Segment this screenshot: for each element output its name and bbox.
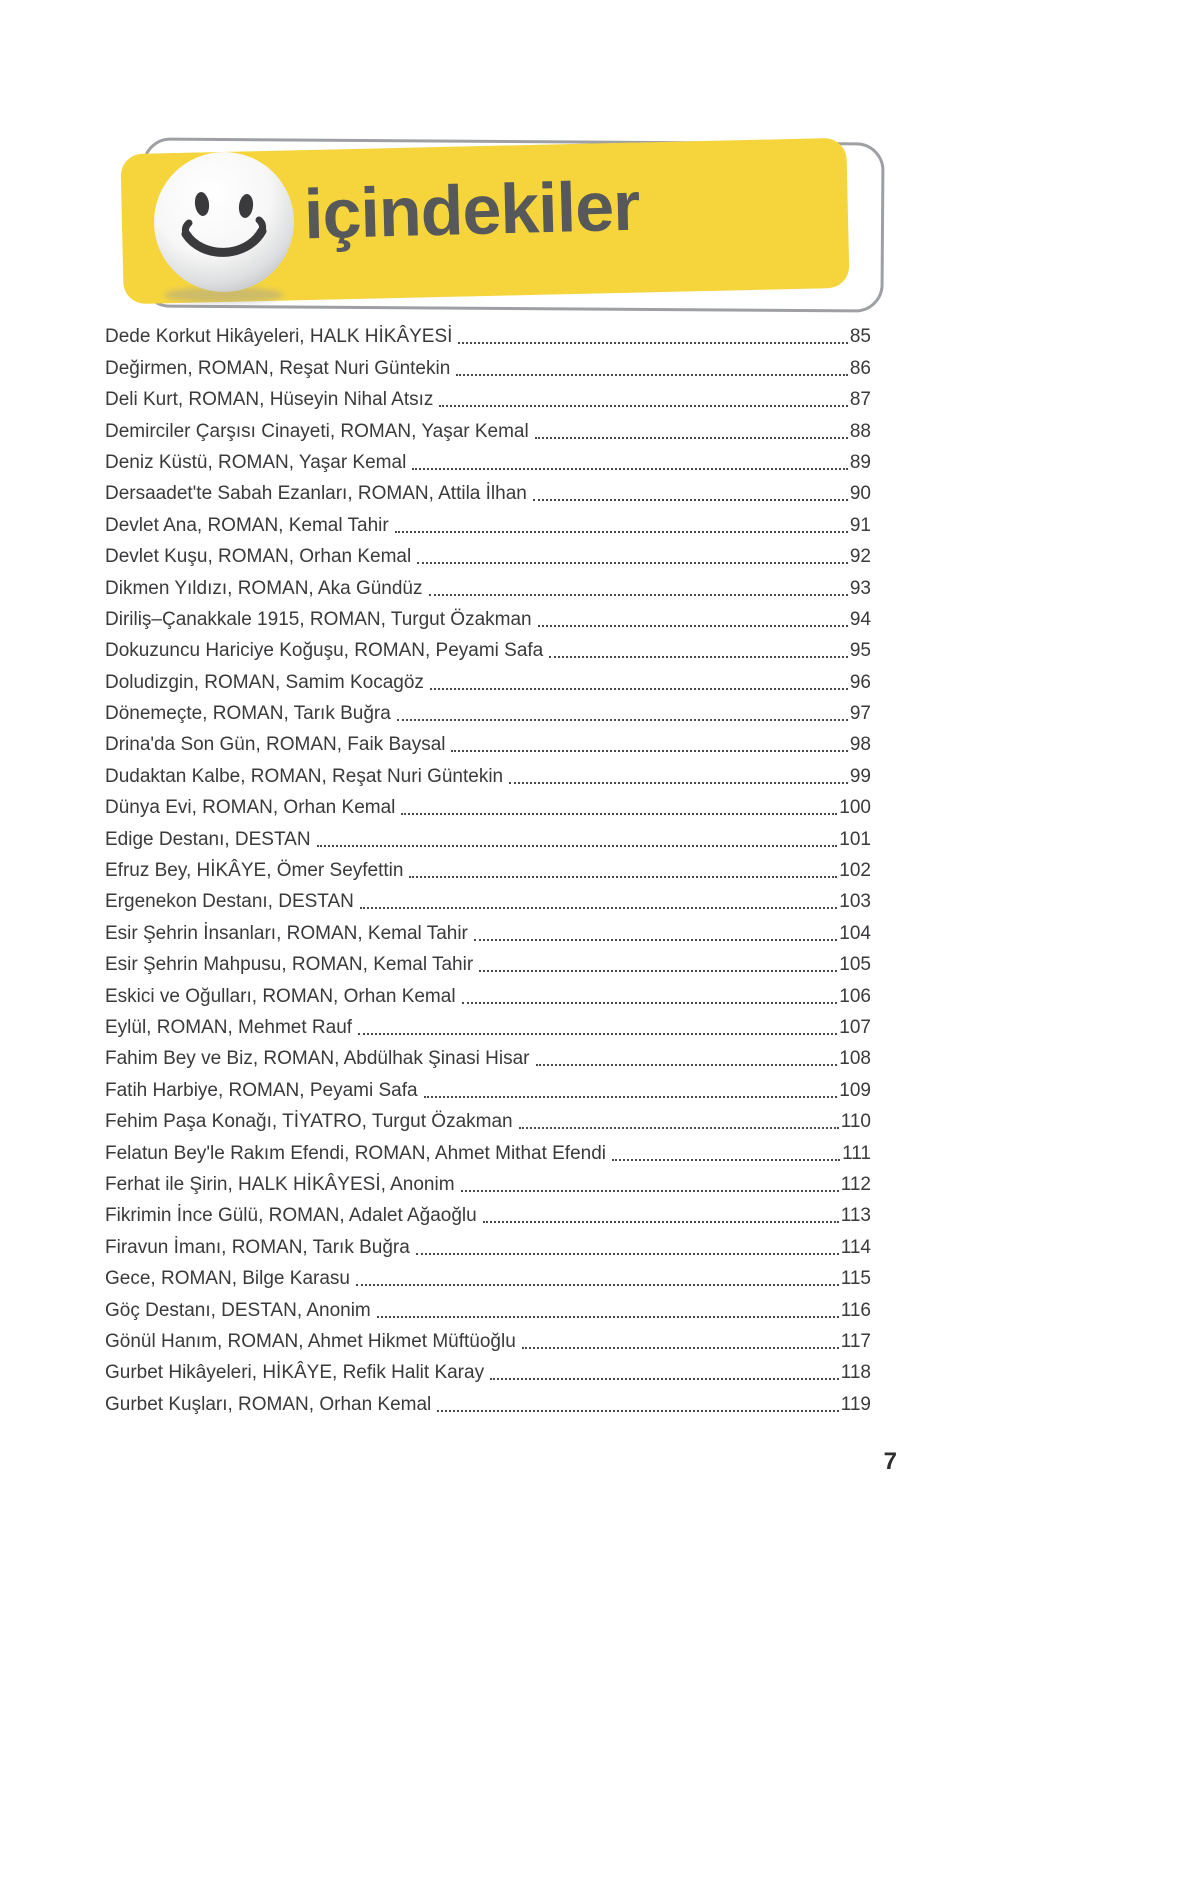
toc-entry-page: 90 <box>849 483 871 505</box>
toc-entry-page: 100 <box>839 797 871 819</box>
toc-entry <box>105 1138 871 1169</box>
toc-entry-title: Efruz Bey, HİKÂYE, Ömer Seyfettin <box>105 860 404 882</box>
toc-entry-title: Doludizgin, ROMAN, Samim Kocagöz <box>105 671 424 693</box>
toc-entry-title: Fikrimin İnce Gülü, ROMAN, Adalet Ağaoğlu <box>105 1205 477 1227</box>
toc-dotted-leader <box>430 688 848 690</box>
toc-entry <box>105 1044 871 1075</box>
page-title: içindekiler <box>303 166 641 254</box>
toc-entry <box>105 1107 871 1138</box>
toc-entry-page: 106 <box>839 985 871 1007</box>
toc-entry-page: 103 <box>839 891 871 913</box>
toc-entry-title: Gece, ROMAN, Bilge Karasu <box>105 1268 350 1290</box>
toc-dotted-leader <box>535 437 848 439</box>
toc-entry-title: Dünya Evi, ROMAN, Orhan Kemal <box>105 797 396 819</box>
toc-entry-title: Dönemeçte, ROMAN, Tarık Buğra <box>105 703 391 725</box>
toc-entry-page: 93 <box>849 577 871 599</box>
toc-entry-title: Deli Kurt, ROMAN, Hüseyin Nihal Atsız <box>105 389 434 411</box>
toc-entry-page: 95 <box>849 640 871 662</box>
toc-entry-page: 87 <box>849 389 871 411</box>
toc-entry <box>105 353 871 384</box>
toc-entry-page: 91 <box>849 514 871 536</box>
toc-dotted-leader <box>439 405 847 407</box>
toc-dotted-leader <box>429 594 848 596</box>
toc-dotted-leader <box>519 1127 839 1129</box>
toc-entry-page: 119 <box>840 1393 871 1415</box>
toc-entry-page: 92 <box>849 546 871 568</box>
toc-entry-page: 114 <box>840 1236 871 1258</box>
toc-entry-title: Gurbet Kuşları, ROMAN, Orhan Kemal <box>105 1393 432 1415</box>
toc-entry-page: 115 <box>840 1268 871 1290</box>
toc-dotted-leader <box>462 1002 838 1004</box>
toc-entry <box>105 510 871 541</box>
toc-dotted-leader <box>358 1033 837 1035</box>
toc-entry <box>105 1327 871 1358</box>
toc-dotted-leader <box>483 1221 839 1223</box>
toc-entry-title: Firavun İmanı, ROMAN, Tarık Buğra <box>105 1236 410 1258</box>
toc-entry-page: 86 <box>849 357 871 379</box>
toc-entry-page: 99 <box>849 765 871 787</box>
toc-entry-page: 88 <box>849 420 871 442</box>
toc-dotted-leader <box>474 939 837 941</box>
toc-entry <box>105 824 871 855</box>
toc-dotted-leader <box>412 468 848 470</box>
toc-dotted-leader <box>458 342 847 344</box>
toc-entry <box>105 918 871 949</box>
toc-dotted-leader <box>451 750 847 752</box>
toc-dotted-leader <box>397 719 848 721</box>
toc-entry <box>105 1013 871 1044</box>
toc-entry <box>105 1170 871 1201</box>
toc-entry-title: Eskici ve Oğulları, ROMAN, Orhan Kemal <box>105 985 456 1007</box>
toc-entry <box>105 322 871 353</box>
toc-entry <box>105 1075 871 1106</box>
toc-entry-title: Fehim Paşa Konağı, TİYATRO, Turgut Özakman <box>105 1111 513 1133</box>
toc-entry-title: Demirciler Çarşısı Cinayeti, ROMAN, Yaşar Kemal <box>105 420 529 442</box>
toc-entry <box>105 730 871 761</box>
toc-entry-title: Göç Destanı, DESTAN, Anonim <box>105 1299 371 1321</box>
toc-dotted-leader <box>549 656 848 658</box>
toc-dotted-leader <box>612 1159 840 1161</box>
toc-entry-page: 85 <box>849 326 871 348</box>
toc-entry <box>105 448 871 479</box>
toc-dotted-leader <box>377 1316 839 1318</box>
toc-dotted-leader <box>479 970 837 972</box>
toc-entry-title: Dokuzuncu Hariciye Koğuşu, ROMAN, Peyami Safa <box>105 640 544 662</box>
toc-entry-title: Edige Destanı, DESTAN <box>105 828 311 850</box>
toc-entry-title: Deniz Küstü, ROMAN, Yaşar Kemal <box>105 451 407 473</box>
toc-dotted-leader <box>424 1096 838 1098</box>
toc-entry-page: 116 <box>840 1299 871 1321</box>
toc-entry-page: 105 <box>839 954 871 976</box>
toc-entry <box>105 1358 871 1389</box>
toc-entry <box>105 573 871 604</box>
toc-dotted-leader <box>317 845 838 847</box>
toc-entry <box>105 1264 871 1295</box>
smiley-ball-icon <box>144 146 304 310</box>
toc-entry-title: Dudaktan Kalbe, ROMAN, Reşat Nuri Güntekin <box>105 765 504 787</box>
toc-entry <box>105 416 871 447</box>
toc-entry-page: 113 <box>840 1205 871 1227</box>
toc-entry-title: Esir Şehrin Mahpusu, ROMAN, Kemal Tahir <box>105 954 474 976</box>
toc-entry <box>105 856 871 887</box>
toc-entry-title: Ergenekon Destanı, DESTAN <box>105 891 354 913</box>
toc-entry <box>105 479 871 510</box>
toc-entry <box>105 761 871 792</box>
toc-entry-title: Devlet Kuşu, ROMAN, Orhan Kemal <box>105 546 412 568</box>
footer-page-number: 7 <box>883 1448 897 1475</box>
toc-entry <box>105 636 871 667</box>
toc-entry-page: 108 <box>839 1048 871 1070</box>
toc-dotted-leader <box>509 782 848 784</box>
toc-dotted-leader <box>538 625 848 627</box>
toc-entry-title: Drina'da Son Gün, ROMAN, Faik Baysal <box>105 734 446 756</box>
toc-dotted-leader <box>356 1284 839 1286</box>
toc-dotted-leader <box>522 1347 839 1349</box>
toc-entry <box>105 1389 871 1420</box>
toc-entry-title: Ferhat ile Şirin, HALK HİKÂYESİ, Anonim <box>105 1173 455 1195</box>
header-banner <box>118 136 886 318</box>
toc-dotted-leader <box>409 876 837 878</box>
toc-dotted-leader <box>536 1064 838 1066</box>
toc-entry-title: Dede Korkut Hikâyeleri, HALK HİKÂYESİ <box>105 326 453 348</box>
toc-entry-title: Felatun Bey'le Rakım Efendi, ROMAN, Ahmet Mithat Efendi <box>105 1142 607 1164</box>
toc-entry-page: 112 <box>840 1173 871 1195</box>
toc-entry-page: 111 <box>842 1142 871 1164</box>
toc-entry-page: 110 <box>840 1111 871 1133</box>
toc-entry-title: Dersaadet'te Sabah Ezanları, ROMAN, Attila İlhan <box>105 483 527 505</box>
toc-dotted-leader <box>417 562 848 564</box>
toc-dotted-leader <box>360 907 837 909</box>
toc-entry-title: Dikmen Yıldızı, ROMAN, Aka Gündüz <box>105 577 423 599</box>
toc-entry-page: 117 <box>840 1330 871 1352</box>
toc-entry-page: 104 <box>839 922 871 944</box>
toc-entry <box>105 1201 871 1232</box>
toc-entry <box>105 981 871 1012</box>
toc-entry <box>105 385 871 416</box>
toc-entry-title: Fahim Bey ve Biz, ROMAN, Abdülhak Şinasi Hisar <box>105 1048 530 1070</box>
toc-entry <box>105 1232 871 1263</box>
toc-entry-title: Eylül, ROMAN, Mehmet Rauf <box>105 1016 353 1038</box>
toc-list <box>105 322 871 1421</box>
toc-entry-title: Gönül Hanım, ROMAN, Ahmet Hikmet Müftüoğlu <box>105 1330 516 1352</box>
toc-entry-page: 96 <box>849 671 871 693</box>
toc-entry-title: Fatih Harbiye, ROMAN, Peyami Safa <box>105 1079 418 1101</box>
toc-dotted-leader <box>437 1410 838 1412</box>
toc-dotted-leader <box>456 374 848 376</box>
toc-dotted-leader <box>401 813 837 815</box>
toc-entry-page: 98 <box>849 734 871 756</box>
toc-entry-page: 94 <box>849 608 871 630</box>
toc-entry <box>105 605 871 636</box>
toc-entry-page: 101 <box>839 828 871 850</box>
toc-entry-page: 97 <box>849 703 871 725</box>
toc-entry-title: Değirmen, ROMAN, Reşat Nuri Güntekin <box>105 357 451 379</box>
toc-entry-page: 89 <box>849 451 871 473</box>
toc-entry-title: Esir Şehrin İnsanları, ROMAN, Kemal Tahir <box>105 922 468 944</box>
toc-entry <box>105 699 871 730</box>
toc-entry <box>105 667 871 698</box>
toc-entry-title: Gurbet Hikâyeleri, HİKÂYE, Refik Halit Karay <box>105 1362 485 1384</box>
toc-entry <box>105 793 871 824</box>
toc-entry-title: Devlet Ana, ROMAN, Kemal Tahir <box>105 514 389 536</box>
toc-dotted-leader <box>490 1378 839 1380</box>
toc-entry-page: 118 <box>840 1362 871 1384</box>
toc-entry-page: 107 <box>839 1016 871 1038</box>
toc-entry <box>105 887 871 918</box>
toc-dotted-leader <box>416 1253 839 1255</box>
toc-dotted-leader <box>533 499 848 501</box>
toc-entry-page: 109 <box>839 1079 871 1101</box>
toc-entry <box>105 950 871 981</box>
toc-entry <box>105 1295 871 1326</box>
toc-entry-title: Diriliş–Çanakkale 1915, ROMAN, Turgut Özakman <box>105 608 532 630</box>
toc-entry <box>105 542 871 573</box>
toc-dotted-leader <box>395 531 848 533</box>
toc-entry-page: 102 <box>839 860 871 882</box>
toc-dotted-leader <box>461 1190 839 1192</box>
